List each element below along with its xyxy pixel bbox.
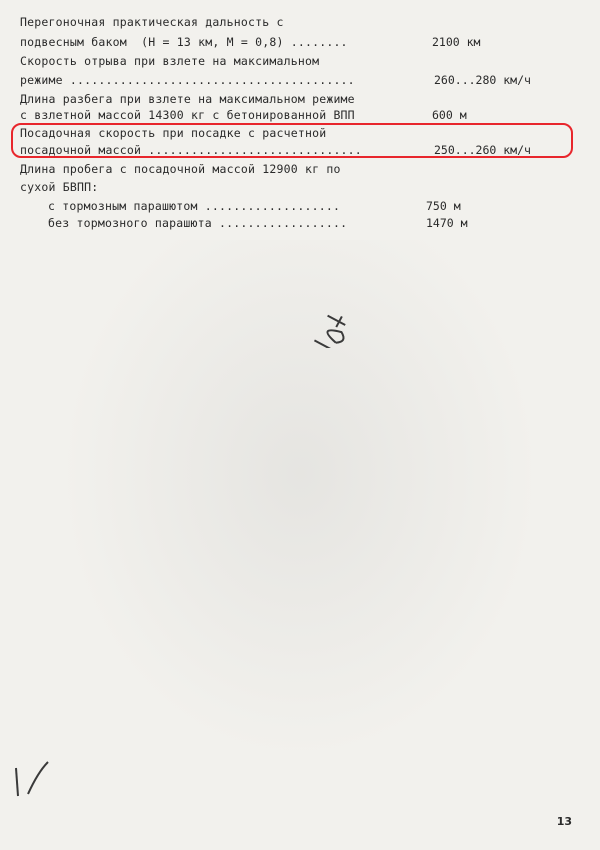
page-number: 13 — [556, 815, 572, 828]
spec-line-highlighted: посадочной массой .............................. — [20, 143, 362, 157]
spec-line: подвесным баком (Н = 13 км, М = 0,8) ........ — [20, 35, 348, 49]
spec-line: режиме ........................................ — [20, 73, 355, 87]
spec-line: Скорость отрыва при взлете на максимальном — [20, 54, 320, 68]
spec-line: Длина пробега с посадочной массой 12900 кг по — [20, 162, 341, 176]
spec-value: 260...280 км/ч — [434, 73, 531, 87]
handwritten-note — [300, 298, 370, 348]
spec-line: с взлетной массой 14300 кг с бетонированной ВПП — [20, 108, 355, 122]
spec-value: 2100 км — [432, 35, 481, 49]
spec-line: с тормозным парашютом ................... — [48, 199, 341, 213]
spec-line: сухой БВПП: — [20, 180, 99, 194]
spec-value: 750 м — [426, 199, 461, 213]
spec-line: Перегоночная практическая дальность с — [20, 15, 284, 29]
spec-value: 600 м — [432, 108, 467, 122]
spec-value: 1470 м — [426, 216, 468, 230]
spec-line: Длина разбега при взлете на максимальном режиме — [20, 92, 355, 106]
handwritten-mark — [8, 758, 58, 808]
spec-value-highlighted: 250...260 км/ч — [434, 143, 531, 157]
spec-line: без тормозного парашюта .................. — [48, 216, 348, 230]
spec-line-highlighted: Посадочная скорость при посадке с расчетной — [20, 126, 327, 140]
